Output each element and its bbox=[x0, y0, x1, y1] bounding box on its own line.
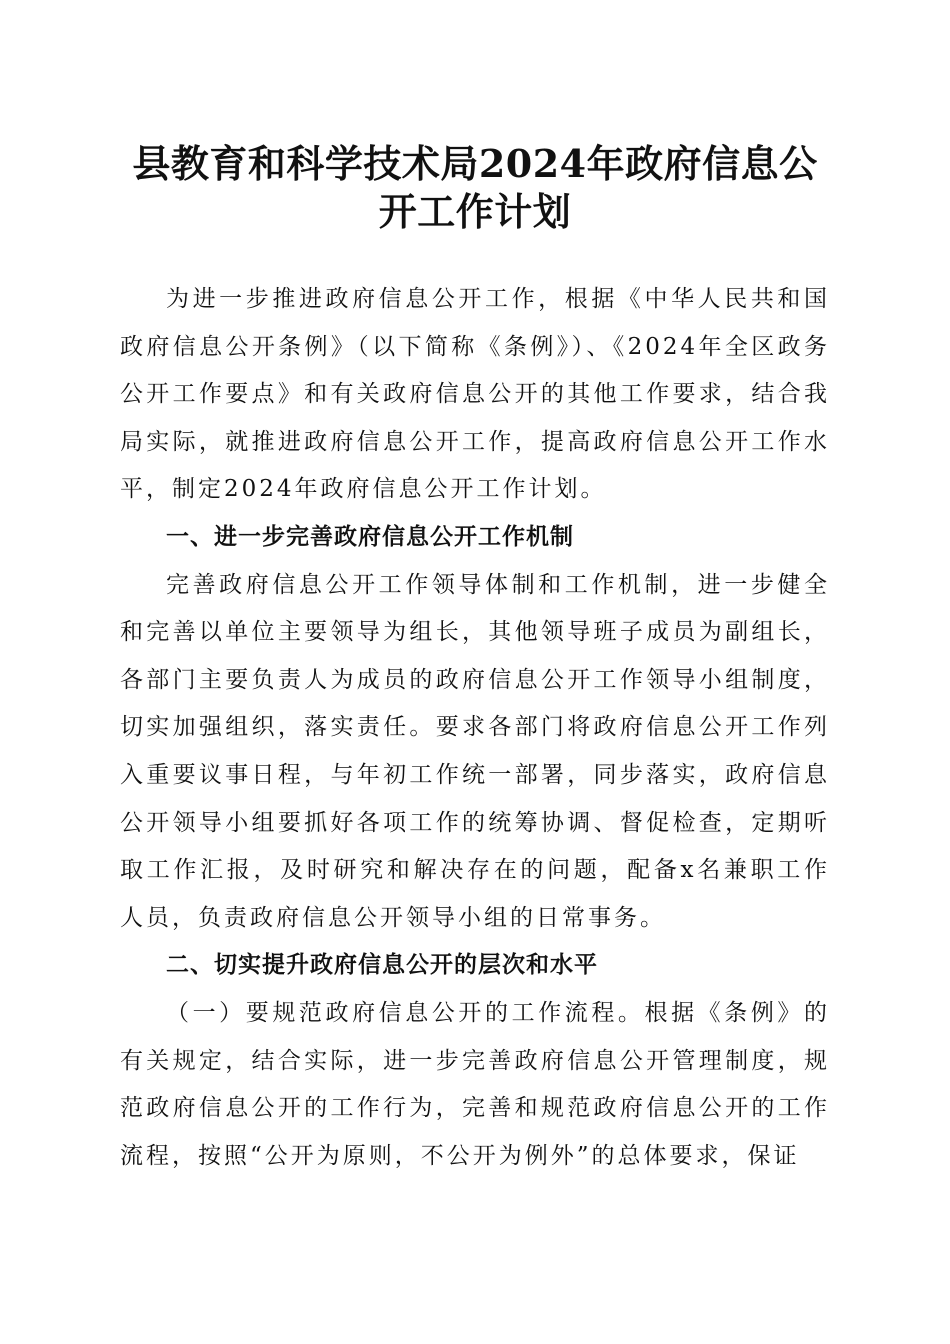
section-2-heading: 二、切实提升政府信息公开的层次和水平 bbox=[166, 952, 598, 979]
intro-paragraph: 为进一步推进政府信息公开工作，根据《中华人民共和国政府信息公开条例》（以下简称《条例》）、《2024年全区政务公开工作要点》和有关政府信息公开的其他工作要求，结合我局实际，就推进政府信息公开工作，提高政府信息公开工作水平，制定2024年政府信息公开工作计划。 bbox=[120, 286, 830, 503]
document-body bbox=[120, 276, 830, 1180]
section-1-heading: 一、进一步完善政府信息公开工作机制 bbox=[166, 523, 574, 550]
section-1-paragraph: 完善政府信息公开工作领导体制和工作机制，进一步健全和完善以单位主要领导为组长，其他领导班子成员为副组长，各部门主要负责人为成员的政府信息公开工作领导小组制度，切实加强组织，落实责任。要求各部门将政府信息公开工作列入重要议事日程，与年初工作统一部署，同步落实，政府信息公开领导小组要抓好各项工作的统筹协调、督促检查，定期听取工作汇报，及时研究和解决存在的问题，配备x名兼职工作人员，负责政府信息公开领导小组的日常事务。 bbox=[120, 571, 830, 931]
section-2-paragraph: （一）要规范政府信息公开的工作流程。根据《条例》的有关规定，结合实际，进一步完善政府信息公开管理制度，规范政府信息公开的工作行为，完善和规范政府信息公开的工作流程，按照“公开为原则，不公开为例外”的总体要求，保证 bbox=[120, 999, 830, 1169]
document-title: 县教育和科学技术局2024年政府信息公开工作计划 bbox=[132, 141, 818, 234]
